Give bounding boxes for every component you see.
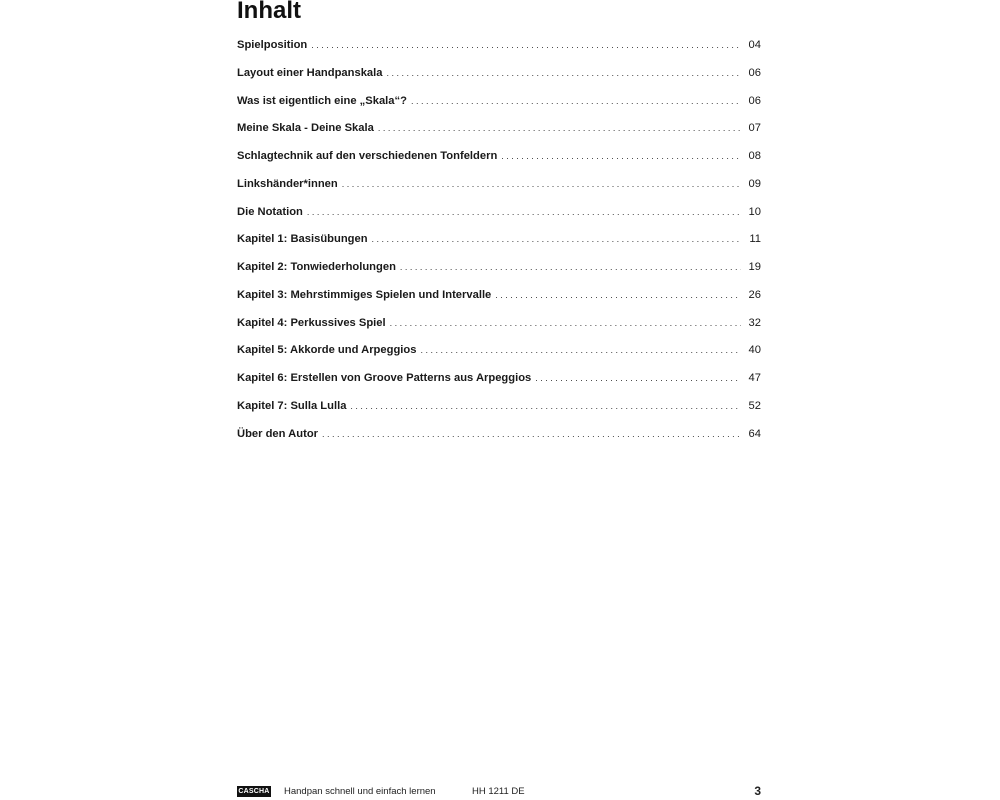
toc-leader-dots: [501, 151, 741, 161]
page-footer: [237, 783, 761, 799]
toc-entry-page: 10: [748, 205, 761, 218]
publisher-logo: CASCHA: [238, 788, 270, 795]
toc-entry-label: Die Notation: [237, 205, 303, 218]
toc-entry[interactable]: [237, 95, 761, 123]
toc-entry-page: 32: [748, 316, 761, 329]
toc-leader-dots: [535, 373, 741, 383]
toc-leader-dots: [350, 401, 741, 411]
toc-entry[interactable]: [237, 261, 761, 289]
toc-entry-label: Kapitel 7: Sulla Lulla: [237, 399, 347, 412]
toc-entry[interactable]: [237, 372, 761, 400]
toc-entry-label: Über den Autor: [237, 427, 319, 440]
toc-entry-page: 08: [748, 150, 761, 162]
toc-leader-dots: [322, 429, 741, 439]
toc-entry-label: Meine Skala - Deine Skala: [237, 122, 374, 135]
footer-book-title: Handpan schnell und einfach lernen: [284, 786, 436, 797]
toc-entry-label: Spielposition: [237, 39, 308, 51]
toc-entry[interactable]: [237, 289, 761, 317]
toc-entry-label: Kapitel 2: Tonwiederholungen: [237, 261, 396, 273]
toc-leader-dots: [311, 40, 741, 50]
toc-entry[interactable]: [237, 39, 761, 67]
toc-leader-dots: [495, 290, 741, 300]
toc-entry-page: 11: [749, 233, 761, 246]
toc-entry[interactable]: [237, 122, 761, 150]
toc-leader-dots: [400, 262, 741, 272]
toc-entry[interactable]: [237, 400, 761, 428]
toc-entry[interactable]: [237, 233, 761, 261]
toc-entry[interactable]: [237, 178, 761, 206]
page-title: Inhalt: [237, 0, 301, 24]
toc-entry-page: 19: [748, 261, 761, 273]
toc-entry-page: 09: [748, 177, 761, 190]
toc-entry-page: 52: [748, 399, 761, 412]
toc-entry-page: 26: [748, 288, 761, 301]
toc-leader-dots: [390, 318, 741, 328]
toc-entry-label: Kapitel 4: Perkussives Spiel: [237, 316, 386, 329]
toc-entry[interactable]: [237, 344, 761, 372]
footer-page-number: 3: [754, 784, 761, 798]
toc-entry[interactable]: [237, 150, 761, 178]
toc-entry-label: Layout einer Handpanskala: [237, 66, 383, 79]
toc-leader-dots: [372, 234, 741, 244]
toc-entry[interactable]: [237, 67, 761, 95]
toc-entry[interactable]: [237, 206, 761, 234]
toc-entry[interactable]: [237, 317, 761, 345]
toc-entry-page: 06: [748, 94, 761, 107]
toc-leader-dots: [386, 68, 741, 78]
toc-entry-page: 64: [748, 427, 761, 440]
toc-entry-label: Linkshänder*innen: [237, 177, 338, 190]
toc-entry-label: Kapitel 5: Akkorde und Arpeggios: [237, 344, 417, 357]
toc-leader-dots: [307, 207, 741, 217]
toc-entry-page: 07: [748, 122, 761, 135]
toc-entry-label: Schlagtechnik auf den verschiedenen Tonfeldern: [237, 150, 498, 162]
toc-leader-dots: [378, 123, 741, 133]
footer-product-code: HH 1211 DE: [472, 786, 525, 797]
toc-entry-page: 47: [748, 372, 761, 384]
toc-entry[interactable]: [237, 428, 761, 456]
toc-leader-dots: [342, 179, 741, 189]
toc-entry-label: Kapitel 6: Erstellen von Groove Patterns aus Arpeggios: [237, 372, 532, 384]
toc-entry-label: Was ist eigentlich eine „Skala“?: [237, 94, 407, 107]
toc-entry-page: 40: [748, 344, 761, 357]
toc-leader-dots: [420, 345, 741, 355]
toc-entry-page: 04: [748, 39, 761, 51]
table-of-contents: [237, 39, 761, 455]
toc-entry-label: Kapitel 1: Basisübungen: [237, 233, 368, 246]
toc-entry-page: 06: [748, 66, 761, 79]
toc-leader-dots: [411, 96, 741, 106]
toc-entry-label: Kapitel 3: Mehrstimmiges Spielen und Intervalle: [237, 288, 492, 301]
